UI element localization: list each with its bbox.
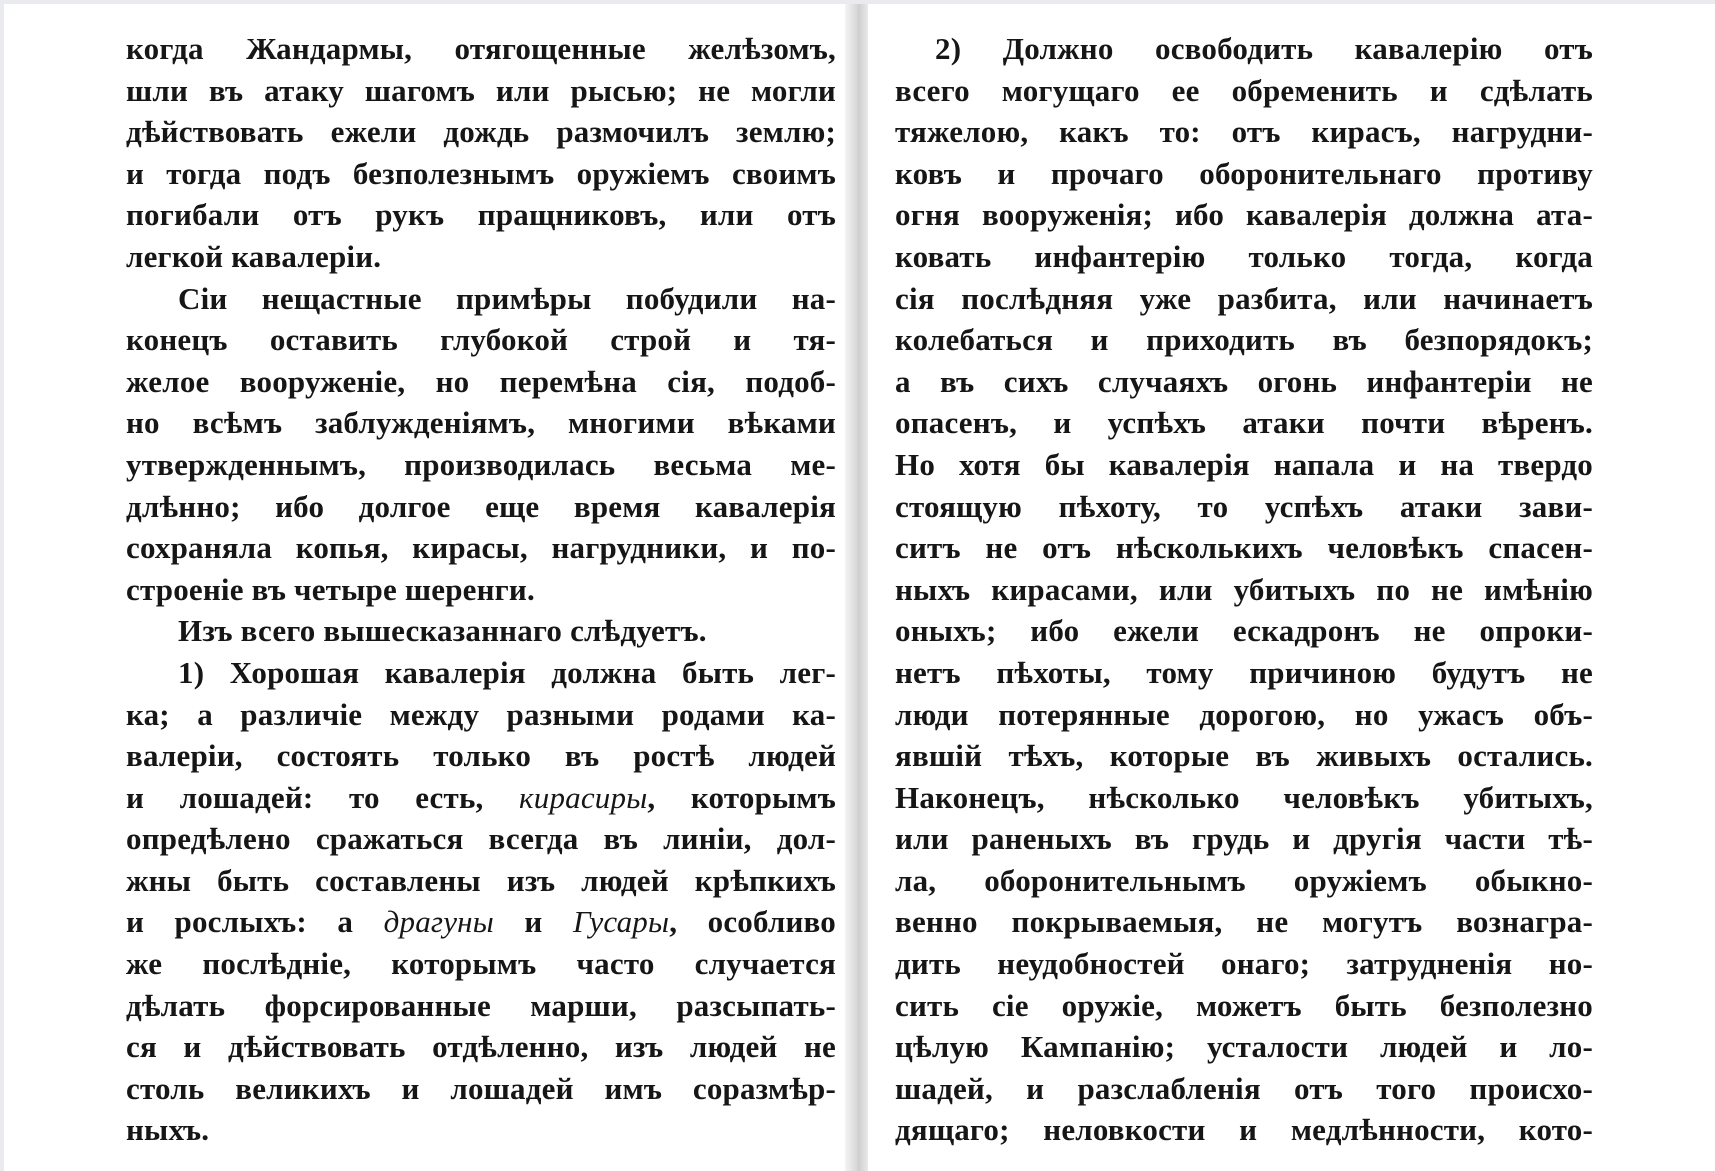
line-text: когда Жандармы, отягощенные желѣзомъ, (126, 31, 836, 66)
line-text: легкой кавалеріи. (126, 238, 382, 274)
line-text: жны быть составлены изъ людей крѣпкихъ (126, 862, 836, 898)
line-text: или раненыхъ въ грудь и другія части тѣ- (895, 821, 1593, 857)
text-line (895, 153, 1593, 195)
line-text: 2) Должно освободить кавалерію отъ (935, 31, 1593, 66)
line-text: дѣйствовать ежели дождь размочилъ землю; (126, 114, 836, 150)
line-text: оныхъ; ибо ежели ескадронъ не опроки- (895, 613, 1593, 649)
text-line (126, 444, 836, 486)
text-line (895, 818, 1593, 860)
line-text: ситъ не отъ нѣсколькихъ человѣкъ спасен- (895, 530, 1593, 566)
line-text: дить неудобностей онаго; затрудненія но- (895, 946, 1593, 982)
text-line (126, 860, 836, 902)
line-text: всего могущаго ее обременить и сдѣлать (895, 72, 1593, 108)
line-text: же послѣдніе, которымъ часто случается (126, 946, 836, 982)
text-line (895, 652, 1593, 694)
line-text: тяжелою, какъ то: отъ кирасъ, нагрудни- (895, 114, 1593, 150)
text-line (126, 735, 836, 777)
text-line (895, 278, 1593, 320)
text-line (895, 111, 1593, 153)
text-line (895, 486, 1593, 528)
text-line (895, 361, 1593, 403)
text-line (126, 694, 836, 736)
right-page-text (895, 28, 1593, 1151)
line-text: , особливо (669, 904, 836, 940)
line-text: ковъ и прочаго оборонительнаго противу (895, 155, 1593, 191)
line-text: дящаго; неловкости и медлѣнности, кото- (895, 1112, 1593, 1148)
line-text: Изъ всего вышесказаннаго слѣдуетъ. (178, 613, 707, 649)
text-line (126, 153, 836, 195)
line-text: колебаться и приходить въ безпорядокъ; (895, 322, 1593, 358)
line-text: явшій тѣхъ, которые въ живыхъ остались. (895, 738, 1593, 774)
line-text: дѣлать форсированные марши, разсыпать- (126, 987, 836, 1023)
text-line (126, 486, 836, 528)
text-line (126, 111, 836, 153)
line-text: ся и дѣйствовать отдѣленно, изъ людей не (126, 1029, 836, 1065)
line-text: огня вооруженія; ибо кавалерія должна ата- (895, 197, 1593, 233)
text-line (126, 194, 836, 236)
text-line (895, 444, 1593, 486)
line-text: ковать инфантерію только тогда, когда (895, 238, 1593, 274)
text-line (126, 818, 836, 860)
line-text: ла, оборонительнымъ оружіемъ обыкно- (895, 862, 1593, 898)
line-text: конецъ оставить глубокой строй и тя- (126, 322, 836, 358)
text-line (895, 1068, 1593, 1110)
text-line (895, 28, 1593, 70)
line-text: и лошадей: то есть, (126, 779, 520, 815)
line-text: стоящую пѣхоту, то успѣхъ атаки зави- (895, 488, 1593, 524)
line-text: ныхъ кирасами, или убитыхъ по не имѣнію (895, 571, 1593, 607)
line-text: , которымъ (647, 779, 837, 815)
text-line (895, 319, 1593, 361)
line-text: строеніе въ четыре шеренги. (126, 571, 535, 607)
text-line (126, 236, 836, 278)
line-text: желое вооруженіе, но перемѣна сія, подоб- (126, 363, 836, 399)
line-text: Сіи нещастные примѣры побудили на- (178, 280, 836, 316)
line-text: и рослыхъ: а (126, 904, 384, 940)
italic-term: кирасиры (519, 779, 648, 815)
line-text: люди потерянные дорогою, но ужасъ объ- (895, 696, 1593, 732)
line-text: Наконецъ, нѣсколько человѣкъ убитыхъ, (895, 779, 1593, 815)
line-text: шадей, и разслабленія отъ того происхо- (895, 1070, 1593, 1106)
text-line (895, 985, 1593, 1027)
line-text: 1) Хорошая кавалерія должна быть лег- (178, 654, 836, 690)
text-line (126, 319, 836, 361)
line-text: сохраняла копья, кирасы, нагрудники, и по- (126, 530, 836, 566)
left-page-text (126, 28, 836, 1151)
text-line (126, 70, 836, 112)
line-text: но всѣмъ заблужденіямъ, многими вѣками (126, 405, 836, 441)
line-text: опасенъ, и успѣхъ атаки почти вѣренъ. (895, 405, 1593, 441)
line-text: валеріи, состоять только въ ростѣ людей (126, 738, 836, 774)
text-line (126, 610, 836, 652)
line-text: нетъ пѣхоты, тому причиною будутъ не (895, 654, 1593, 690)
line-text: и (493, 904, 573, 940)
text-line (126, 361, 836, 403)
text-line (126, 985, 836, 1027)
left-page (4, 4, 847, 1171)
line-text: погибали отъ рукъ пращниковъ, или отъ (126, 197, 836, 233)
text-line (126, 1026, 836, 1068)
text-line (895, 527, 1593, 569)
line-text: столь великихъ и лошадей имъ соразмѣр- (126, 1070, 836, 1106)
text-line (895, 943, 1593, 985)
text-line (126, 527, 836, 569)
text-line (126, 569, 836, 611)
text-line (895, 860, 1593, 902)
line-text: венно покрываемыя, не могутъ вознагра- (895, 904, 1593, 940)
text-line (126, 278, 836, 320)
text-line (126, 28, 836, 70)
text-line (126, 652, 836, 694)
text-line (895, 735, 1593, 777)
line-text: опредѣлено сражаться всегда въ линіи, дол- (126, 821, 836, 857)
book-gutter (845, 4, 870, 1171)
text-line (895, 777, 1593, 819)
line-text: утвержденнымъ, производилась весьма ме- (126, 446, 836, 482)
text-line (126, 777, 836, 819)
line-text: цѣлую Кампанію; усталости людей и ло- (895, 1029, 1593, 1065)
italic-term: Гусары (572, 904, 670, 940)
text-line (895, 1026, 1593, 1068)
text-line (895, 194, 1593, 236)
right-page (868, 4, 1715, 1171)
line-text: Но хотя бы кавалерія напала и на твердо (895, 446, 1593, 482)
line-text: длѣнно; ибо долгое еще время кавалерія (126, 488, 836, 524)
line-text: шли въ атаку шагомъ или рысью; не могли (126, 72, 836, 108)
text-line (895, 1109, 1593, 1151)
text-line (895, 901, 1593, 943)
line-text: а въ сихъ случаяхъ огонь инфантеріи не (895, 363, 1593, 399)
line-text: и тогда подъ безполезнымъ оружіемъ своимъ (126, 155, 836, 191)
line-text: ныхъ. (126, 1112, 210, 1148)
line-text: ка; а различіе между разными родами ка- (126, 696, 836, 732)
text-line (895, 610, 1593, 652)
text-line (126, 1068, 836, 1110)
text-line (126, 901, 836, 943)
text-line (895, 694, 1593, 736)
text-line (895, 236, 1593, 278)
italic-term: драгуны (383, 904, 494, 940)
line-text: сія послѣдняя уже разбита, или начинаетъ (895, 280, 1593, 316)
text-line (126, 402, 836, 444)
text-line (895, 402, 1593, 444)
text-line (895, 70, 1593, 112)
text-line (126, 1109, 836, 1151)
text-line (126, 943, 836, 985)
line-text: сить сіе оружіе, можетъ быть безполезно (895, 987, 1593, 1023)
text-line (895, 569, 1593, 611)
